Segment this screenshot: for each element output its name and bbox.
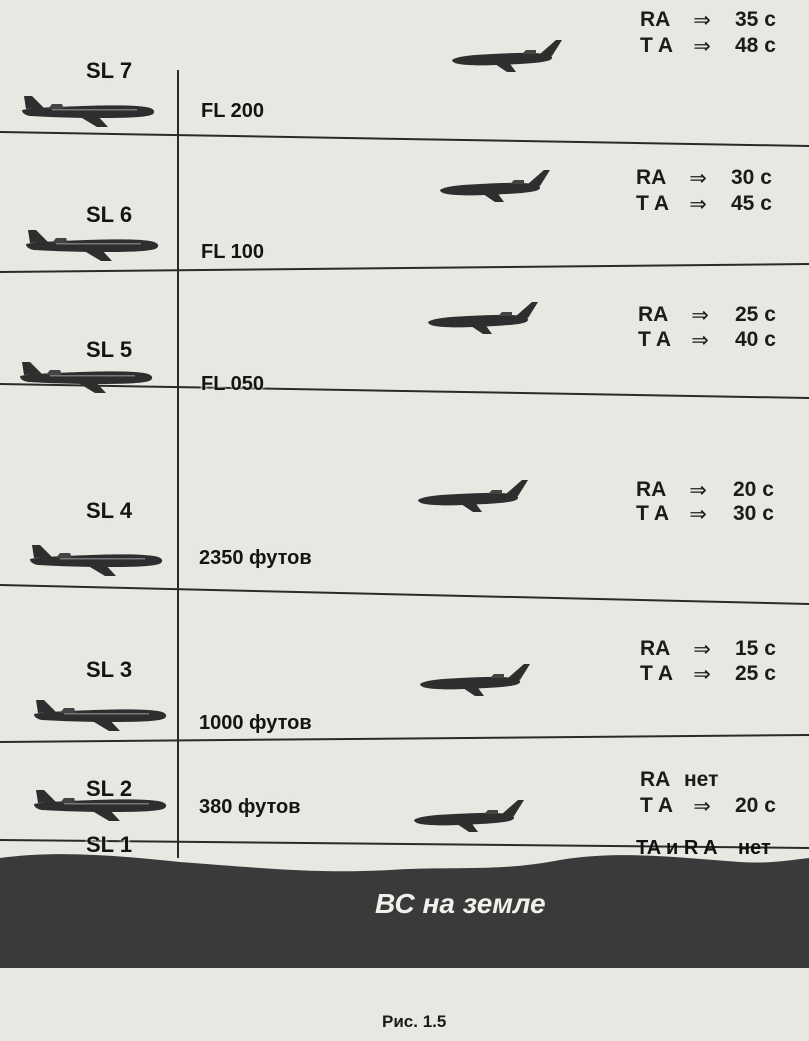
altitude-label-2350: 2350 футов bbox=[199, 547, 312, 569]
ra-label: RA bbox=[640, 8, 671, 31]
arrow-icon: ⇒ bbox=[693, 9, 711, 32]
altitude-label-fl100: FL 100 bbox=[201, 241, 264, 263]
level-label-sl1: SL 1 bbox=[86, 832, 133, 857]
aircraft-side-icon bbox=[34, 700, 166, 731]
ra-label: RA bbox=[638, 303, 669, 326]
level-label-sl2: SL 2 bbox=[86, 776, 133, 801]
ta-value: 30 c bbox=[733, 502, 774, 525]
ra-value: 30 c bbox=[731, 166, 772, 189]
ta-value: 45 c bbox=[731, 192, 772, 215]
arrow-icon: ⇒ bbox=[693, 35, 711, 58]
level-label-sl7: SL 7 bbox=[86, 58, 133, 83]
ra-value: 20 c bbox=[733, 478, 774, 501]
boundary-line-fl100 bbox=[0, 264, 809, 272]
boundary-line-fl200 bbox=[0, 132, 809, 146]
ra-value: нет bbox=[684, 768, 719, 791]
ra-value: 15 c bbox=[735, 637, 776, 660]
aircraft-climbing-icon bbox=[420, 664, 530, 696]
ta-label: T A bbox=[640, 662, 674, 685]
ra-label: RA bbox=[640, 768, 671, 791]
arrow-icon: ⇒ bbox=[689, 167, 707, 190]
aircraft-side-icon bbox=[26, 230, 158, 261]
ra-label: RA bbox=[636, 166, 667, 189]
ta-value: 25 c bbox=[735, 662, 776, 685]
ta-value: 20 c bbox=[735, 794, 776, 817]
ta-label: T A bbox=[636, 502, 670, 525]
boundary-line-fl050 bbox=[0, 384, 809, 398]
aircraft-climbing-icon bbox=[440, 170, 550, 202]
ground-label: ВС на земле bbox=[375, 888, 546, 919]
altitude-label-1000: 1000 футов bbox=[199, 712, 312, 734]
ra-label: RA bbox=[640, 637, 671, 660]
arrow-icon: ⇒ bbox=[691, 304, 709, 327]
ta-label: T A bbox=[640, 794, 674, 817]
ground-alert-value: нет bbox=[738, 837, 771, 859]
arrow-icon: ⇒ bbox=[693, 663, 711, 686]
altitude-label-fl050: FL 050 bbox=[201, 373, 264, 395]
boundary-line-1000 bbox=[0, 735, 809, 742]
altitude-label-fl200: FL 200 bbox=[201, 100, 264, 122]
arrow-icon: ⇒ bbox=[693, 795, 711, 818]
ta-label: T A bbox=[640, 34, 674, 57]
ta-label: T A bbox=[638, 328, 672, 351]
altitude-label-380: 380 футов bbox=[199, 796, 301, 818]
ta-value: 40 c bbox=[735, 328, 776, 351]
level-label-sl6: SL 6 bbox=[86, 202, 133, 227]
aircraft-climbing-icon bbox=[418, 480, 528, 512]
boundary-line-2350 bbox=[0, 585, 809, 604]
arrow-icon: ⇒ bbox=[691, 329, 709, 352]
figure-caption: Рис. 1.5 bbox=[382, 1012, 447, 1031]
aircraft-climbing-icon bbox=[452, 40, 562, 72]
aircraft-side-icon bbox=[30, 545, 162, 576]
ra-label: RA bbox=[636, 478, 667, 501]
aircraft-climbing-icon bbox=[428, 302, 538, 334]
arrow-icon: ⇒ bbox=[689, 503, 707, 526]
level-label-sl3: SL 3 bbox=[86, 657, 133, 682]
ta-label: T A bbox=[636, 192, 670, 215]
level-label-sl5: SL 5 bbox=[86, 337, 133, 362]
level-label-sl4: SL 4 bbox=[86, 498, 133, 523]
aircraft-climbing-icon bbox=[414, 800, 524, 832]
arrow-icon: ⇒ bbox=[689, 193, 707, 216]
ta-value: 48 c bbox=[735, 34, 776, 57]
arrow-icon: ⇒ bbox=[693, 638, 711, 661]
aircraft-side-icon bbox=[20, 362, 152, 393]
aircraft-side-icon bbox=[22, 96, 154, 127]
arrow-icon: ⇒ bbox=[689, 479, 707, 502]
ra-value: 35 c bbox=[735, 8, 776, 31]
ra-value: 25 c bbox=[735, 303, 776, 326]
ground-alert-label: TA и R A bbox=[636, 837, 718, 859]
